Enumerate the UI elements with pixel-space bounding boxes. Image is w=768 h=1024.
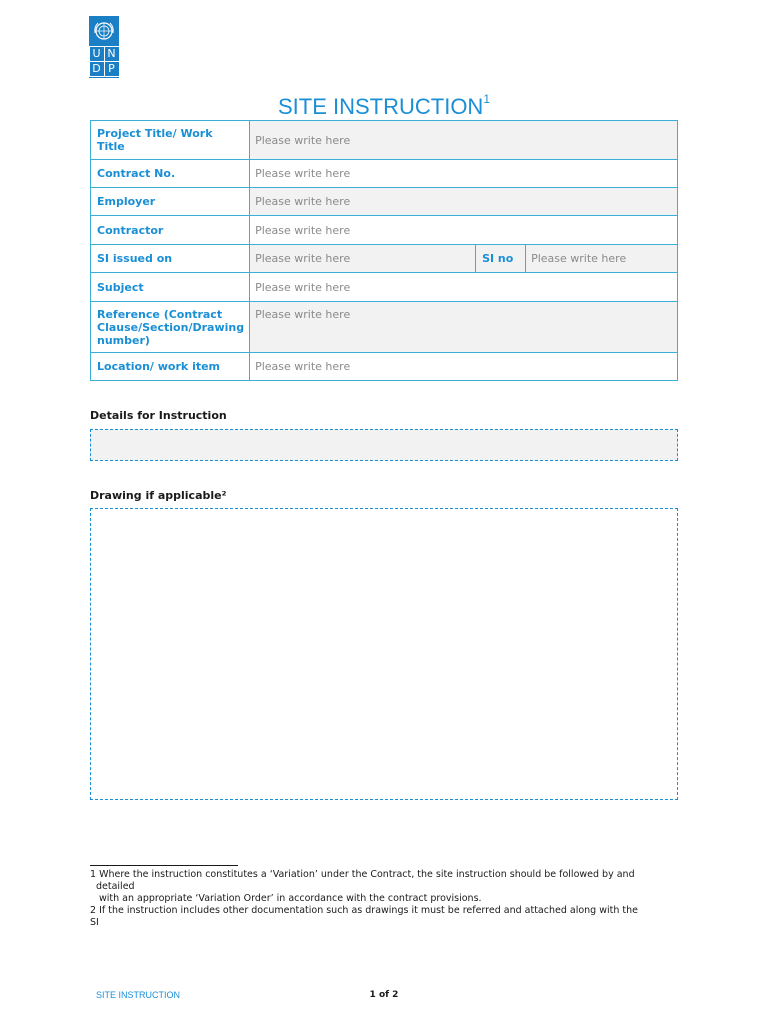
- label-contractor: Contractor: [91, 216, 250, 245]
- input-si-no[interactable]: Please write here: [526, 245, 678, 273]
- input-employer[interactable]: Please write here: [250, 188, 678, 216]
- logo-letter: N: [105, 47, 119, 61]
- form-row-reference: [91, 302, 678, 353]
- label-reference: Reference (Contract Clause/Section/Drawing number): [91, 302, 250, 353]
- label-si-no: SI no: [476, 245, 526, 273]
- input-subject[interactable]: Please write here: [250, 273, 678, 302]
- input-reference[interactable]: Please write here: [250, 302, 678, 353]
- undp-logo: [89, 16, 119, 78]
- footnotes: [90, 869, 680, 929]
- input-contractor[interactable]: Please write here: [250, 216, 678, 245]
- site-instruction-form: [90, 120, 678, 381]
- logo-letter: D: [90, 62, 104, 76]
- footer-doc-name: SITE INSTRUCTION: [96, 990, 181, 1000]
- input-contract-no[interactable]: Please write here: [250, 160, 678, 188]
- form-row-project-title: [91, 121, 678, 160]
- label-si-issued-on: SI issued on: [91, 245, 250, 273]
- form-row-subject: [91, 273, 678, 302]
- document-title-text: SITE INSTRUCTION: [277, 94, 484, 119]
- logo-letter: P: [105, 62, 119, 76]
- footnote-1-line-2: detailed: [96, 881, 135, 892]
- form-row-employer: [91, 188, 678, 216]
- details-input-box[interactable]: [90, 429, 678, 461]
- document-title: [0, 94, 768, 120]
- footnote-2-line-2: SI: [90, 917, 99, 928]
- undp-letters: [89, 46, 120, 77]
- input-location[interactable]: Please write here: [250, 353, 678, 381]
- input-project-title[interactable]: Please write here: [250, 121, 678, 160]
- form-row-contract-no: [91, 160, 678, 188]
- footnote-1-line-3: with an appropriate ‘Variation Order’ in accordance with the contract provisions.: [99, 893, 482, 904]
- details-heading: Details for Instruction: [90, 409, 227, 422]
- label-contract-no: Contract No.: [91, 160, 250, 188]
- footer-page-number: 1 of 2: [369, 990, 399, 1000]
- footnote-separator: [90, 865, 238, 866]
- logo-letter: U: [90, 47, 104, 61]
- input-si-issued-on[interactable]: Please write here: [250, 245, 476, 273]
- form-row-contractor: [91, 216, 678, 245]
- drawing-area[interactable]: [90, 508, 678, 800]
- label-subject: Subject: [91, 273, 250, 302]
- footnote-1-line-1: 1 Where the instruction constitutes a ‘Variation’ under the Contract, the site instruction should be followed by and: [90, 869, 635, 880]
- form-row-si-issued: [91, 245, 678, 273]
- title-footnote-ref: 1: [483, 92, 491, 106]
- label-project-title: Project Title/ Work Title: [91, 121, 250, 160]
- un-emblem-icon: [89, 16, 119, 46]
- label-location: Location/ work item: [91, 353, 250, 381]
- drawing-heading: Drawing if applicable²: [90, 489, 227, 502]
- label-employer: Employer: [91, 188, 250, 216]
- form-row-location: [91, 353, 678, 381]
- footnote-2-line-1: 2 If the instruction includes other documentation such as drawings it must be referred and attached along with the: [90, 905, 638, 916]
